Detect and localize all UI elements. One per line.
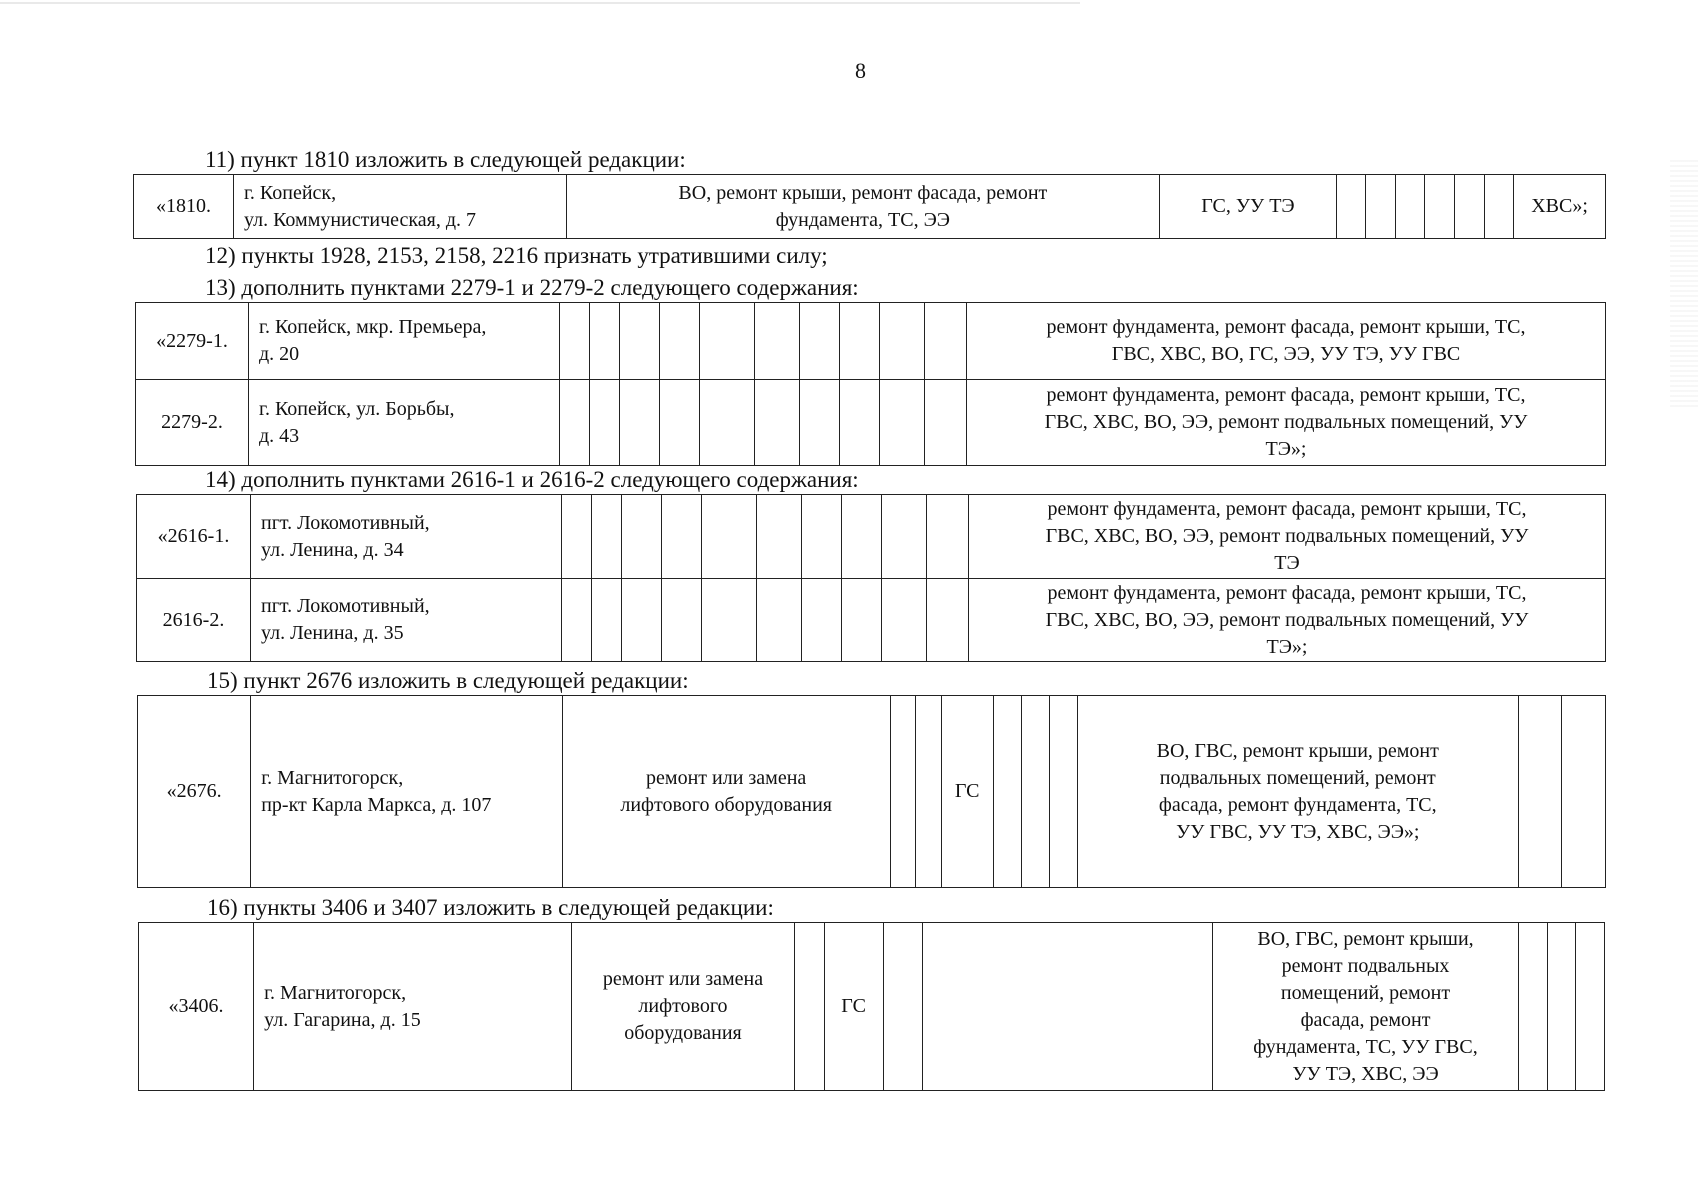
address-line: ул. Коммунистическая, д. 7 xyxy=(243,208,477,231)
table-row xyxy=(136,380,1606,466)
works-line: ГВС, ХВС, ВО, ГС, ЭЭ, УУ ТЭ, УУ ГВС xyxy=(1111,343,1461,365)
item-number: «2676. xyxy=(138,696,251,888)
gs-cell: ГС xyxy=(941,696,993,888)
empty-cell xyxy=(890,696,915,888)
item-15-heading: 15) пункт 2676 изложить в следующей редакции: xyxy=(207,668,689,693)
works-line: ГВС, ХВС, ВО, ЭЭ, ремонт подвальных помещений, УУ xyxy=(1044,411,1528,433)
address-line: г. Магнитогорск, xyxy=(264,981,407,1004)
table-3406 xyxy=(138,922,1605,1091)
empty-cell xyxy=(560,303,590,380)
address-line: ул. Гагарина, д. 15 xyxy=(264,1008,421,1031)
table-row xyxy=(137,579,1606,662)
empty-cell xyxy=(993,696,1021,888)
address-line: г. Копейск, мкр. Премьера, xyxy=(259,316,487,338)
works-cell xyxy=(967,380,1606,466)
works-line: ВО, ремонт крыши, ремонт фасада, ремонт xyxy=(678,181,1048,204)
empty-cell xyxy=(660,380,700,466)
empty-cell xyxy=(802,495,842,579)
empty-cell xyxy=(1395,175,1425,239)
address-line: г. Копейск, xyxy=(243,181,337,204)
item-number: «2616-1. xyxy=(137,495,251,579)
empty-cell xyxy=(1561,696,1605,888)
empty-cell xyxy=(700,380,755,466)
empty-cell xyxy=(795,923,825,1091)
empty-cell xyxy=(880,380,925,466)
empty-cell xyxy=(923,923,1212,1091)
empty-cell xyxy=(1547,923,1576,1091)
works-line: ремонт или замена xyxy=(646,766,807,789)
empty-cell xyxy=(925,380,967,466)
table-2279 xyxy=(135,302,1606,466)
works-line: ремонт фундамента, ремонт фасада, ремонт крыши, ТС, xyxy=(1047,581,1527,604)
address-cell xyxy=(254,923,572,1091)
empty-cell xyxy=(1366,175,1396,239)
table-row xyxy=(139,923,1605,1091)
empty-cell xyxy=(1425,175,1455,239)
address-line: ул. Ленина, д. 35 xyxy=(261,622,404,644)
table-row xyxy=(134,175,1606,239)
address-line: ул. Ленина, д. 34 xyxy=(261,538,404,561)
works-cell: ГС, УУ ТЭ xyxy=(1160,175,1336,239)
gs-cell: ГС xyxy=(824,923,883,1091)
empty-cell xyxy=(755,303,800,380)
empty-cell xyxy=(592,495,622,579)
item-11-heading: 11) пункт 1810 изложить в следующей редакции: xyxy=(205,147,686,172)
item-number: «1810. xyxy=(134,175,234,239)
lift-works-cell xyxy=(571,923,794,1091)
address-line: д. 20 xyxy=(259,343,300,365)
empty-cell xyxy=(755,380,800,466)
empty-cell xyxy=(757,495,802,579)
empty-cell xyxy=(622,495,662,579)
works-line: фундамента, ТС, УУ ГВС, xyxy=(1253,1035,1478,1058)
works-line: ТЭ»; xyxy=(1265,438,1307,460)
empty-cell xyxy=(927,495,969,579)
empty-cell xyxy=(1021,696,1049,888)
works-cell xyxy=(1077,696,1518,888)
table-1810 xyxy=(133,174,1606,239)
address-cell xyxy=(249,380,560,466)
address-line: г. Магнитогорск, xyxy=(261,766,404,789)
table-2676 xyxy=(137,695,1606,888)
empty-cell xyxy=(1484,175,1514,239)
table-row xyxy=(138,696,1606,888)
works-line: оборудования xyxy=(624,1022,742,1044)
empty-cell xyxy=(620,303,660,380)
works-line: ремонт подвальных xyxy=(1281,954,1450,977)
empty-cell xyxy=(840,303,880,380)
works-cell xyxy=(969,495,1606,579)
empty-cell xyxy=(800,380,840,466)
empty-cell xyxy=(1518,696,1561,888)
works-line: ВО, ГВС, ремонт крыши, ремонт xyxy=(1156,739,1439,762)
works-line: лифтового оборудования xyxy=(620,793,832,816)
works-line: ГВС, ХВС, ВО, ЭЭ, ремонт подвальных помещений, УУ xyxy=(1045,525,1529,547)
item-13-heading: 13) дополнить пунктами 2279-1 и 2279-2 следующего содержания: xyxy=(205,275,859,300)
scan-edge-artifact xyxy=(1670,160,1698,410)
empty-cell xyxy=(800,303,840,380)
works-line: ТЭ»; xyxy=(1266,635,1308,658)
empty-cell xyxy=(882,495,927,579)
empty-cell xyxy=(1336,175,1366,239)
table-row xyxy=(136,303,1606,380)
empty-cell xyxy=(662,579,702,662)
item-16-heading: 16) пункты 3406 и 3407 изложить в следующей редакции: xyxy=(207,895,774,920)
address-cell xyxy=(251,579,562,662)
works-line: помещений, ремонт xyxy=(1280,981,1451,1004)
works-cell xyxy=(967,303,1606,380)
address-line: пр-кт Карла Маркса, д. 107 xyxy=(261,793,492,816)
works-line: ТЭ xyxy=(1274,552,1300,574)
works-line: лифтового xyxy=(638,995,728,1017)
item-12-heading: 12) пункты 1928, 2153, 2158, 2216 признать утратившими силу; xyxy=(205,243,828,268)
works-line: ВО, ГВС, ремонт крыши, xyxy=(1257,927,1474,950)
empty-cell xyxy=(802,579,842,662)
empty-cell xyxy=(702,495,757,579)
empty-cell xyxy=(757,579,802,662)
empty-cell xyxy=(562,579,592,662)
empty-cell xyxy=(660,303,700,380)
works-cell xyxy=(566,175,1160,239)
address-cell xyxy=(251,696,563,888)
works-line: подвальных помещений, ремонт xyxy=(1159,766,1436,789)
address-line: пгт. Локомотивный, xyxy=(261,511,430,534)
empty-cell xyxy=(882,579,927,662)
empty-cell xyxy=(915,696,941,888)
works-line: УУ ГВС, УУ ТЭ, ХВС, ЭЭ»; xyxy=(1176,820,1420,843)
item-number: 2279-2. xyxy=(136,380,249,466)
empty-cell xyxy=(560,380,590,466)
page-number: 8 xyxy=(855,58,866,83)
empty-cell xyxy=(1049,696,1077,888)
works-line: фундамента, ТС, ЭЭ xyxy=(775,208,950,231)
empty-cell xyxy=(620,380,660,466)
item-number: «2279-1. xyxy=(136,303,249,380)
address-line: пгт. Локомотивный, xyxy=(261,595,430,617)
table-2616 xyxy=(136,494,1606,662)
lift-works-cell xyxy=(562,696,890,888)
empty-cell xyxy=(702,579,757,662)
empty-cell xyxy=(883,923,923,1091)
works-line: фасада, ремонт фундамента, ТС, xyxy=(1158,793,1437,816)
item-number: «3406. xyxy=(139,923,254,1091)
empty-cell xyxy=(590,303,620,380)
empty-cell xyxy=(842,579,882,662)
empty-cell xyxy=(622,579,662,662)
works-cell: ХВС»; xyxy=(1514,175,1606,239)
scan-top-edge xyxy=(0,2,1080,4)
works-line: ремонт фундамента, ремонт фасада, ремонт крыши, ТС, xyxy=(1047,498,1527,520)
item-number: 2616-2. xyxy=(137,579,251,662)
empty-cell xyxy=(925,303,967,380)
address-line: г. Копейск, ул. Борьбы, xyxy=(259,397,455,420)
address-line: д. 43 xyxy=(259,424,300,447)
works-line: фасада, ремонт xyxy=(1300,1008,1431,1031)
table-row xyxy=(137,495,1606,579)
item-14-heading: 14) дополнить пунктами 2616-1 и 2616-2 следующего содержания: xyxy=(205,467,859,492)
works-line: УУ ТЭ, ХВС, ЭЭ xyxy=(1292,1062,1439,1085)
empty-cell xyxy=(1576,923,1605,1091)
empty-cell xyxy=(880,303,925,380)
works-cell xyxy=(1212,923,1519,1091)
empty-cell xyxy=(927,579,969,662)
address-cell xyxy=(249,303,560,380)
works-line: ремонт фундамента, ремонт фасада, ремонт крыши, ТС, xyxy=(1046,316,1526,338)
empty-cell xyxy=(562,495,592,579)
empty-cell xyxy=(700,303,755,380)
works-line: ГВС, ХВС, ВО, ЭЭ, ремонт подвальных помещений, УУ xyxy=(1045,608,1529,631)
empty-cell xyxy=(662,495,702,579)
empty-cell xyxy=(1454,175,1484,239)
works-cell xyxy=(969,579,1606,662)
address-cell xyxy=(251,495,562,579)
empty-cell xyxy=(842,495,882,579)
address-cell xyxy=(233,175,566,239)
empty-cell xyxy=(592,579,622,662)
works-line: ремонт или замена xyxy=(602,968,764,990)
empty-cell xyxy=(1519,923,1548,1091)
empty-cell xyxy=(590,380,620,466)
empty-cell xyxy=(840,380,880,466)
works-line: ремонт фундамента, ремонт фасада, ремонт крыши, ТС, xyxy=(1046,384,1526,406)
